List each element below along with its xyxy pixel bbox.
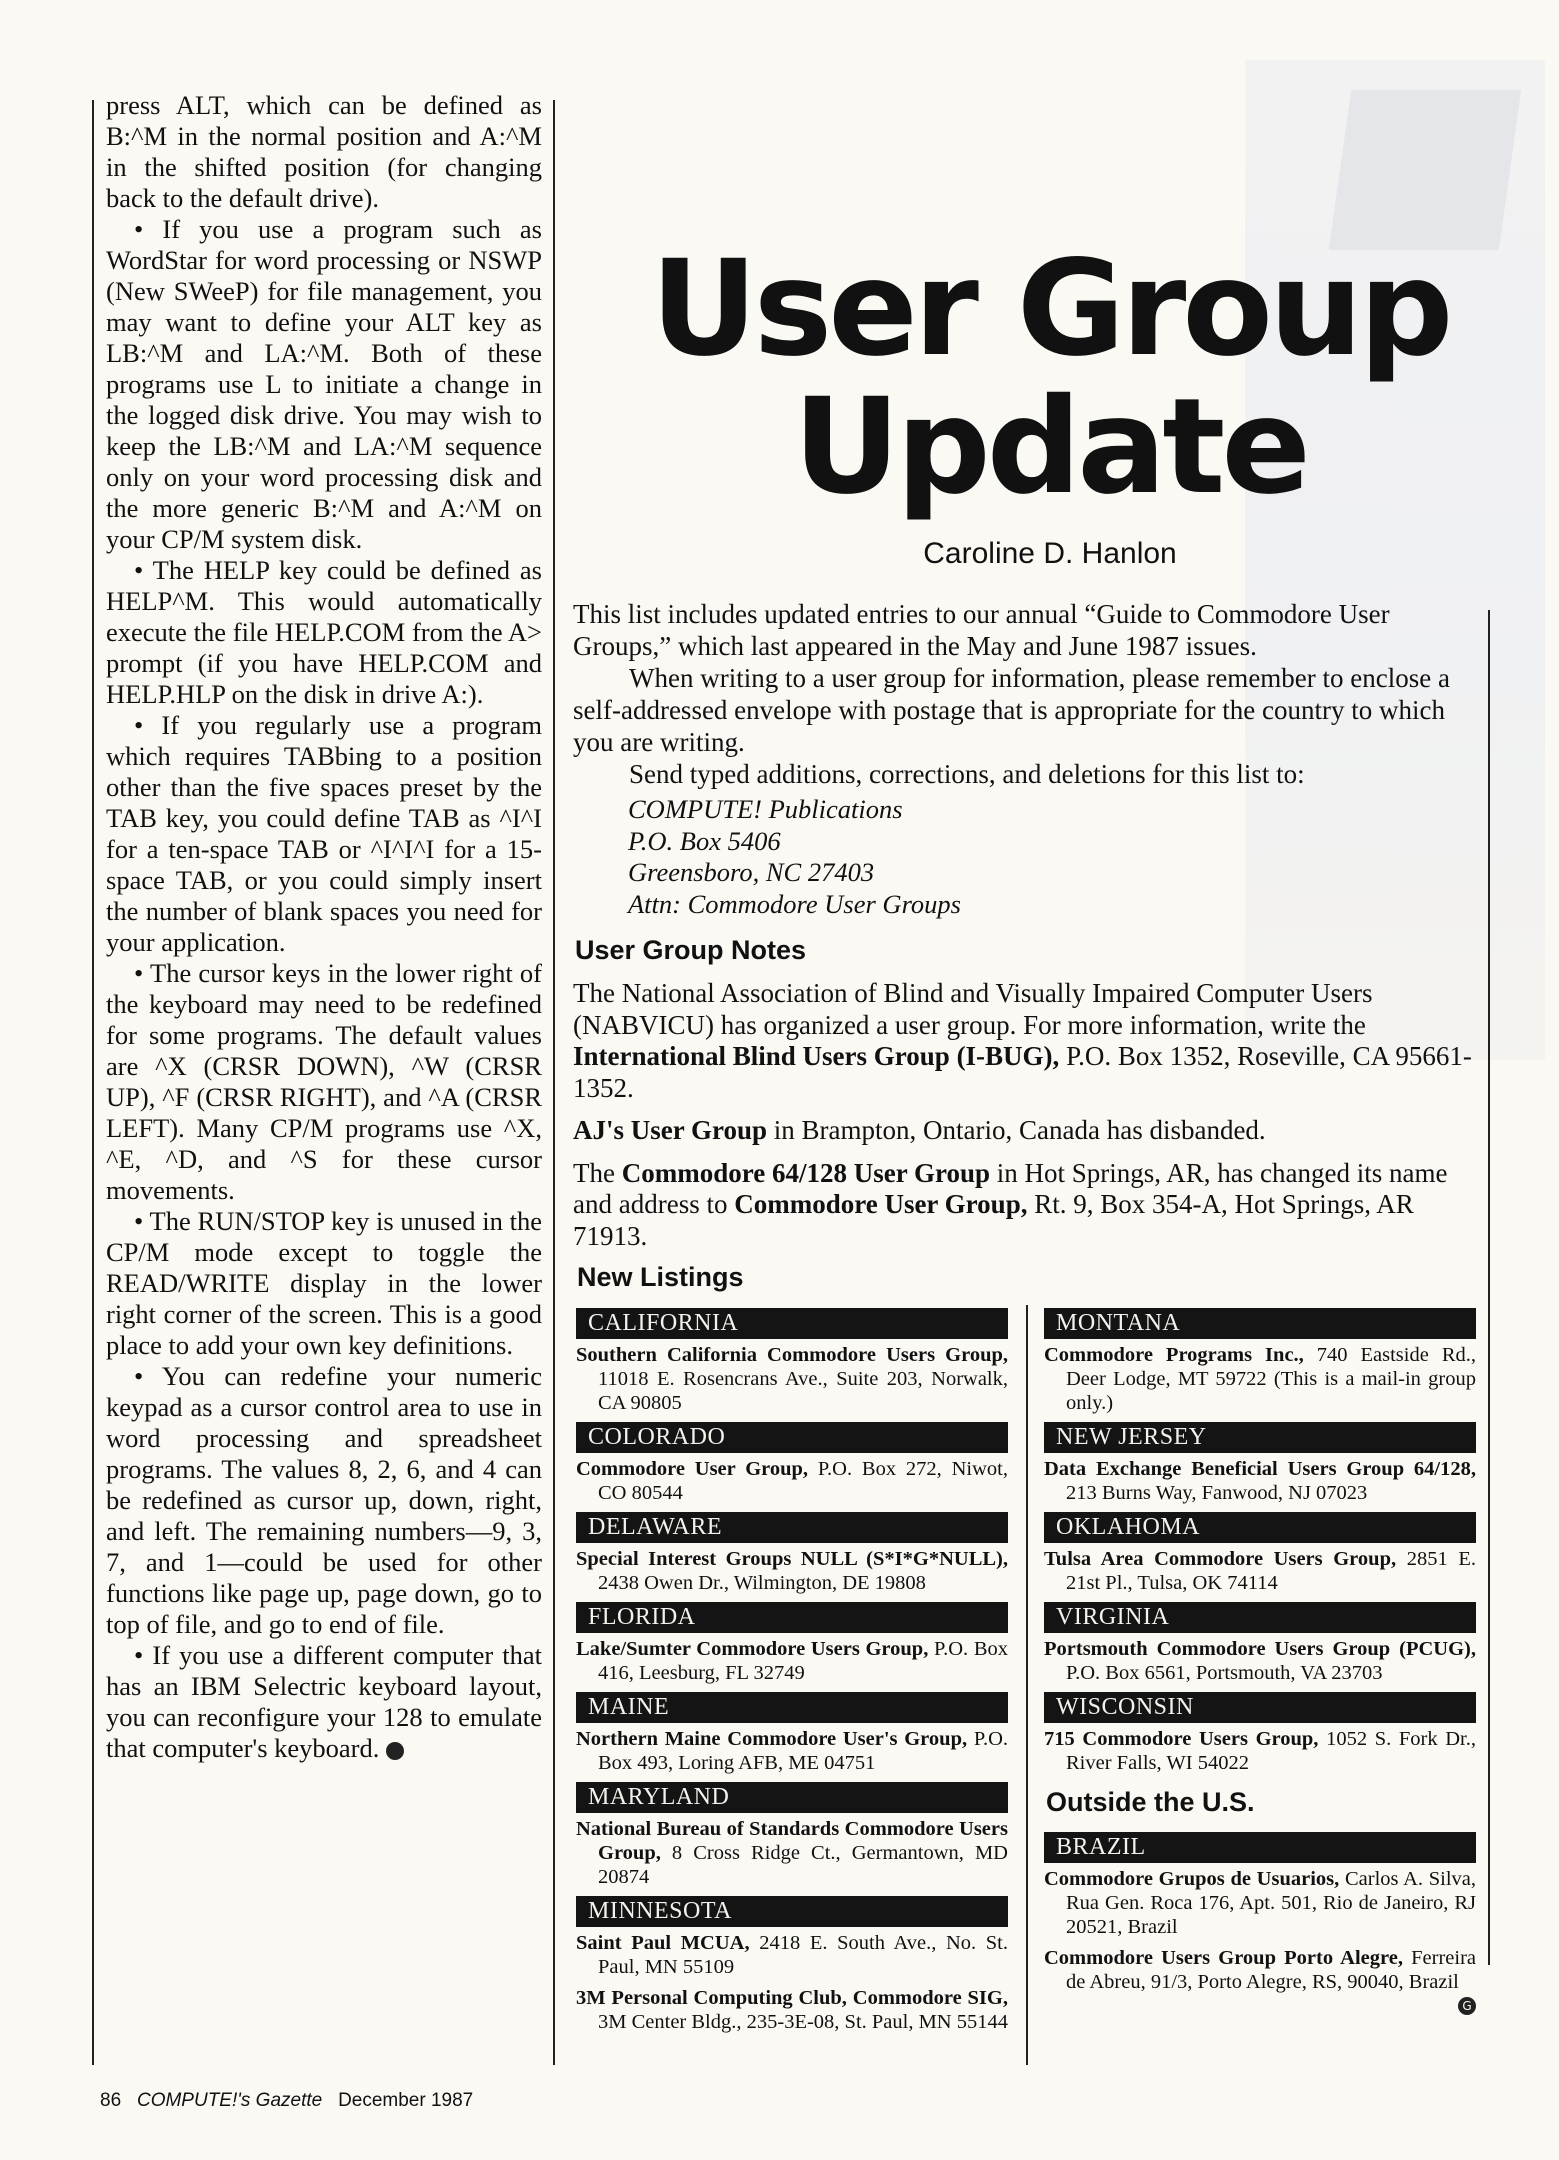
group-address: Carlos A. Silva, Rua Gen. Roca 176, Apt. 501, Rio de Janeiro, RJ 20521, Brazil [1066, 1868, 1476, 1938]
end-mark-icon: G [386, 1742, 404, 1760]
section-heading: New Listings [577, 1262, 744, 1292]
listing-entry [576, 1637, 1008, 1685]
paragraph: When writing to a user group for information, please remember to enclose a self-addressed envelope with postage that is appropriate for the country to which you are writing. [573, 663, 1450, 757]
listing-entry [576, 1986, 1008, 2034]
title-line: User Group [650, 232, 1450, 386]
listing-entry [1044, 1343, 1476, 1415]
paragraph: • The RUN/STOP key is unused in the CP/M mode except to toggle the READ/WRITE display in the lower right corner of the screen. This is a good place to add your own key definitions. [106, 1206, 542, 1360]
group-name: Saint Paul MCUA, [576, 1932, 750, 1954]
page-number: 86 [100, 2090, 122, 2111]
issue-date: December 1987 [338, 2090, 474, 2111]
group-address: 8 Cross Ridge Ct., Germantown, MD 20874 [598, 1842, 1008, 1888]
group-address: 213 Burns Way, Fanwood, NJ 07023 [1066, 1482, 1368, 1504]
mailing-address [628, 794, 1328, 920]
note-bold: AJ's User Group [573, 1115, 768, 1145]
group-address: Ferreira de Abreu, 91/3, Porto Alegre, RS, 90040, Brazil [1066, 1947, 1477, 1993]
listing-entry [1044, 1867, 1476, 1939]
state-header: COLORADO [576, 1422, 1008, 1453]
note [573, 1115, 1478, 1147]
paragraph: • The HELP key could be defined as HELP^M. This would automatically execute the file HELP.COM from the A> prompt (if you have HELP.COM and HELP.HLP on the disk in drive A:). [106, 555, 542, 709]
note-text: in Brampton, Ontario, Canada has disbanded. [767, 1115, 1266, 1145]
address-line: COMPUTE! Publications [628, 794, 903, 824]
column-rule-right [1488, 610, 1490, 1965]
left-column-text [106, 90, 542, 1764]
group-name: Special Interest Groups NULL (S*I*G*NULL), [576, 1548, 1008, 1570]
state-header: MONTANA [1044, 1308, 1476, 1339]
state-header: MINNESOTA [576, 1896, 1008, 1927]
paragraph: Send typed additions, corrections, and deletions for this list to: [629, 759, 1305, 789]
listing-entry [576, 1343, 1008, 1415]
group-address: P.O. Box 6561, Portsmouth, VA 23703 [1066, 1662, 1383, 1684]
address-line: Attn: Commodore User Groups [628, 888, 961, 919]
paragraph: This list includes updated entries to our annual “Guide to Commodore User Groups,” which last appeared in the May and June 1987 issues. [573, 599, 1390, 661]
note-text: P.O. Box 1352, Roseville, CA 95661-1352. [573, 1041, 1472, 1103]
listing-entry [576, 1727, 1008, 1775]
group-address: 2438 Owen Dr., Wilmington, DE 19808 [598, 1572, 926, 1594]
section-heading: User Group Notes [575, 935, 807, 965]
magazine-name: COMPUTE!'s Gazette [136, 2090, 323, 2111]
group-address: P.O. Box 416, Leesburg, FL 32749 [598, 1638, 1008, 1684]
group-name: Data Exchange Beneficial Users Group 64/128, [1044, 1458, 1476, 1480]
group-address: P.O. Box 493, Loring AFB, ME 04751 [598, 1728, 1008, 1774]
paragraph: • If you regularly use a program which requires TABbing to a position other than the five spaces preset by the TAB key, you could define TAB as ^I^I for a ten-space TAB or ^I^I^I for a 15-space TAB, or you could simply insert the number of blank spaces you need for your application. [106, 710, 542, 957]
section-heading: Outside the U.S. [1046, 1787, 1255, 1817]
paragraph: • The cursor keys in the lower right of the keyboard may need to be redefined for some programs. The default values are ^X (CRSR DOWN), ^W (CRSR UP), ^F (CRSR RIGHT), and ^A (CRSR LEFT). Many CP/M programs use ^X, ^E, ^D, and ^S for these cursor movements. [106, 958, 542, 1205]
address-line: Greensboro, NC 27403 [628, 857, 875, 887]
state-header: WISCONSIN [1044, 1692, 1476, 1723]
listing-entry [576, 1817, 1008, 1889]
state-header: NEW JERSEY [1044, 1422, 1476, 1453]
listing-entry [576, 1931, 1008, 1979]
group-name: Commodore Users Group Porto Alegre, [1044, 1947, 1403, 1969]
group-address: 740 Eastside Rd., Deer Lodge, MT 59722 (This is a mail-in group only.) [1066, 1344, 1476, 1414]
state-header: FLORIDA [576, 1602, 1008, 1633]
state-header: MAINE [576, 1692, 1008, 1723]
bleed-through-shape [1329, 90, 1521, 250]
group-name: Commodore Programs Inc., [1044, 1344, 1304, 1366]
note [573, 978, 1478, 1104]
group-name: 715 Commodore Users Group, [1044, 1728, 1319, 1750]
group-name: Portsmouth Commodore Users Group (PCUG), [1044, 1638, 1476, 1660]
state-header: DELAWARE [576, 1512, 1008, 1543]
state-header: VIRGINIA [1044, 1602, 1476, 1633]
paragraph: press ALT, which can be defined as B:^M in the normal position and A:^M in the shifted position (for changing back to the default drive). [106, 90, 542, 213]
listing-entry [1044, 1457, 1476, 1505]
state-header: MARYLAND [576, 1782, 1008, 1813]
note [573, 1158, 1478, 1253]
listing-column-rule [1026, 1305, 1028, 2065]
paragraph-text: • If you use a different computer that has an IBM Selectric keyboard layout, you can reconfigure your 128 to emulate that computer's keyboard. [106, 1640, 542, 1763]
paragraph: • If you use a program such as WordStar for word processing or NSWP (New SWeeP) for file management, you may want to define your ALT key as LB:^M and LA:^M. Both of these programs use L to initiate a change in the logged disk drive. You may wish to keep the LB:^M and LA:^M sequence only on your word processing disk and the more generic B:^M and A:^M on your CP/M system disk. [106, 214, 542, 554]
listing-entry [576, 1457, 1008, 1505]
group-address: 1052 S. Fork Dr., River Falls, WI 54022 [1066, 1728, 1476, 1774]
page-footer [100, 2090, 473, 2112]
note-text: The National Association of Blind and Visually Impaired Computer Users (NABVICU) has organized a user group. For more information, write the [573, 978, 1373, 1040]
listings-outside [1044, 1832, 1476, 1994]
group-name: Commodore Grupos de Usuarios, [1044, 1868, 1340, 1890]
byline: Caroline D. Hanlon [923, 537, 1177, 570]
note-text: in Hot Springs, AR, has changed its name and address to [573, 1157, 1448, 1219]
state-header: BRAZIL [1044, 1832, 1476, 1863]
end-mark-wrap [1044, 1997, 1476, 2015]
group-address: 2418 E. South Ave., No. St. Paul, MN 55109 [598, 1932, 1008, 1978]
note-bold: International Blind Users Group (I-BUG), [573, 1041, 1060, 1071]
state-header: CALIFORNIA [576, 1308, 1008, 1339]
listing-entry [576, 1547, 1008, 1595]
address-line: P.O. Box 5406 [628, 825, 781, 856]
paragraph: • You can redefine your numeric keypad as a cursor control area to use in word processing and spreadsheet programs. The values 8, 2, 6, and 4 can be redefined as cursor up, down, right, and left. The remaining numbers—9, 3, 7, and 1—could be used for other functions like page up, page down, go to top of file, and go to end of file. [106, 1361, 542, 1639]
group-address: 3M Center Bldg., 235-3E-08, St. Paul, MN 55144 [598, 2011, 1008, 2033]
group-name: National Bureau of Standards Commodore Users Group, [576, 1818, 1008, 1864]
note-bold: Commodore User Group, [734, 1189, 1028, 1219]
end-mark-icon: G [1458, 1997, 1476, 2015]
column-rule-middle [553, 100, 555, 2065]
listing-entry [1044, 1547, 1476, 1595]
note-text: The [573, 1157, 622, 1188]
group-address: P.O. Box 272, Niwot, CO 80544 [598, 1458, 1008, 1504]
column-rule-left [92, 100, 94, 2065]
listing-entry [1044, 1637, 1476, 1685]
state-header: OKLAHOMA [1044, 1512, 1476, 1543]
group-name: Tulsa Area Commodore Users Group, [1044, 1548, 1397, 1570]
group-name: Lake/Sumter Commodore Users Group, [576, 1638, 929, 1660]
paragraph [106, 1640, 542, 1764]
listings-right [1044, 1308, 1476, 2015]
intro-text [573, 598, 1478, 790]
listings-left [576, 1308, 1008, 2041]
group-address: 11018 E. Rosencrans Ave., Suite 203, Norwalk, CA 90805 [598, 1368, 1008, 1414]
listing-entry [1044, 1727, 1476, 1775]
group-name: 3M Personal Computing Club, Commodore SIG, [576, 1987, 1008, 2009]
note-text: Rt. 9, Box 354-A, Hot Springs, AR 71913. [573, 1189, 1414, 1251]
user-group-notes [573, 978, 1478, 1263]
group-name: Northern Maine Commodore User's Group, [576, 1728, 968, 1750]
listings-us [1044, 1308, 1476, 1775]
title-line: Update [793, 370, 1307, 524]
listing-entry [1044, 1946, 1476, 1994]
group-name: Commodore User Group, [576, 1458, 809, 1480]
article-title [600, 232, 1500, 524]
group-name: Southern California Commodore Users Group, [576, 1344, 1008, 1366]
note-bold: Commodore 64/128 User Group [621, 1157, 990, 1188]
group-address: 2851 E. 21st Pl., Tulsa, OK 74114 [1066, 1548, 1476, 1594]
